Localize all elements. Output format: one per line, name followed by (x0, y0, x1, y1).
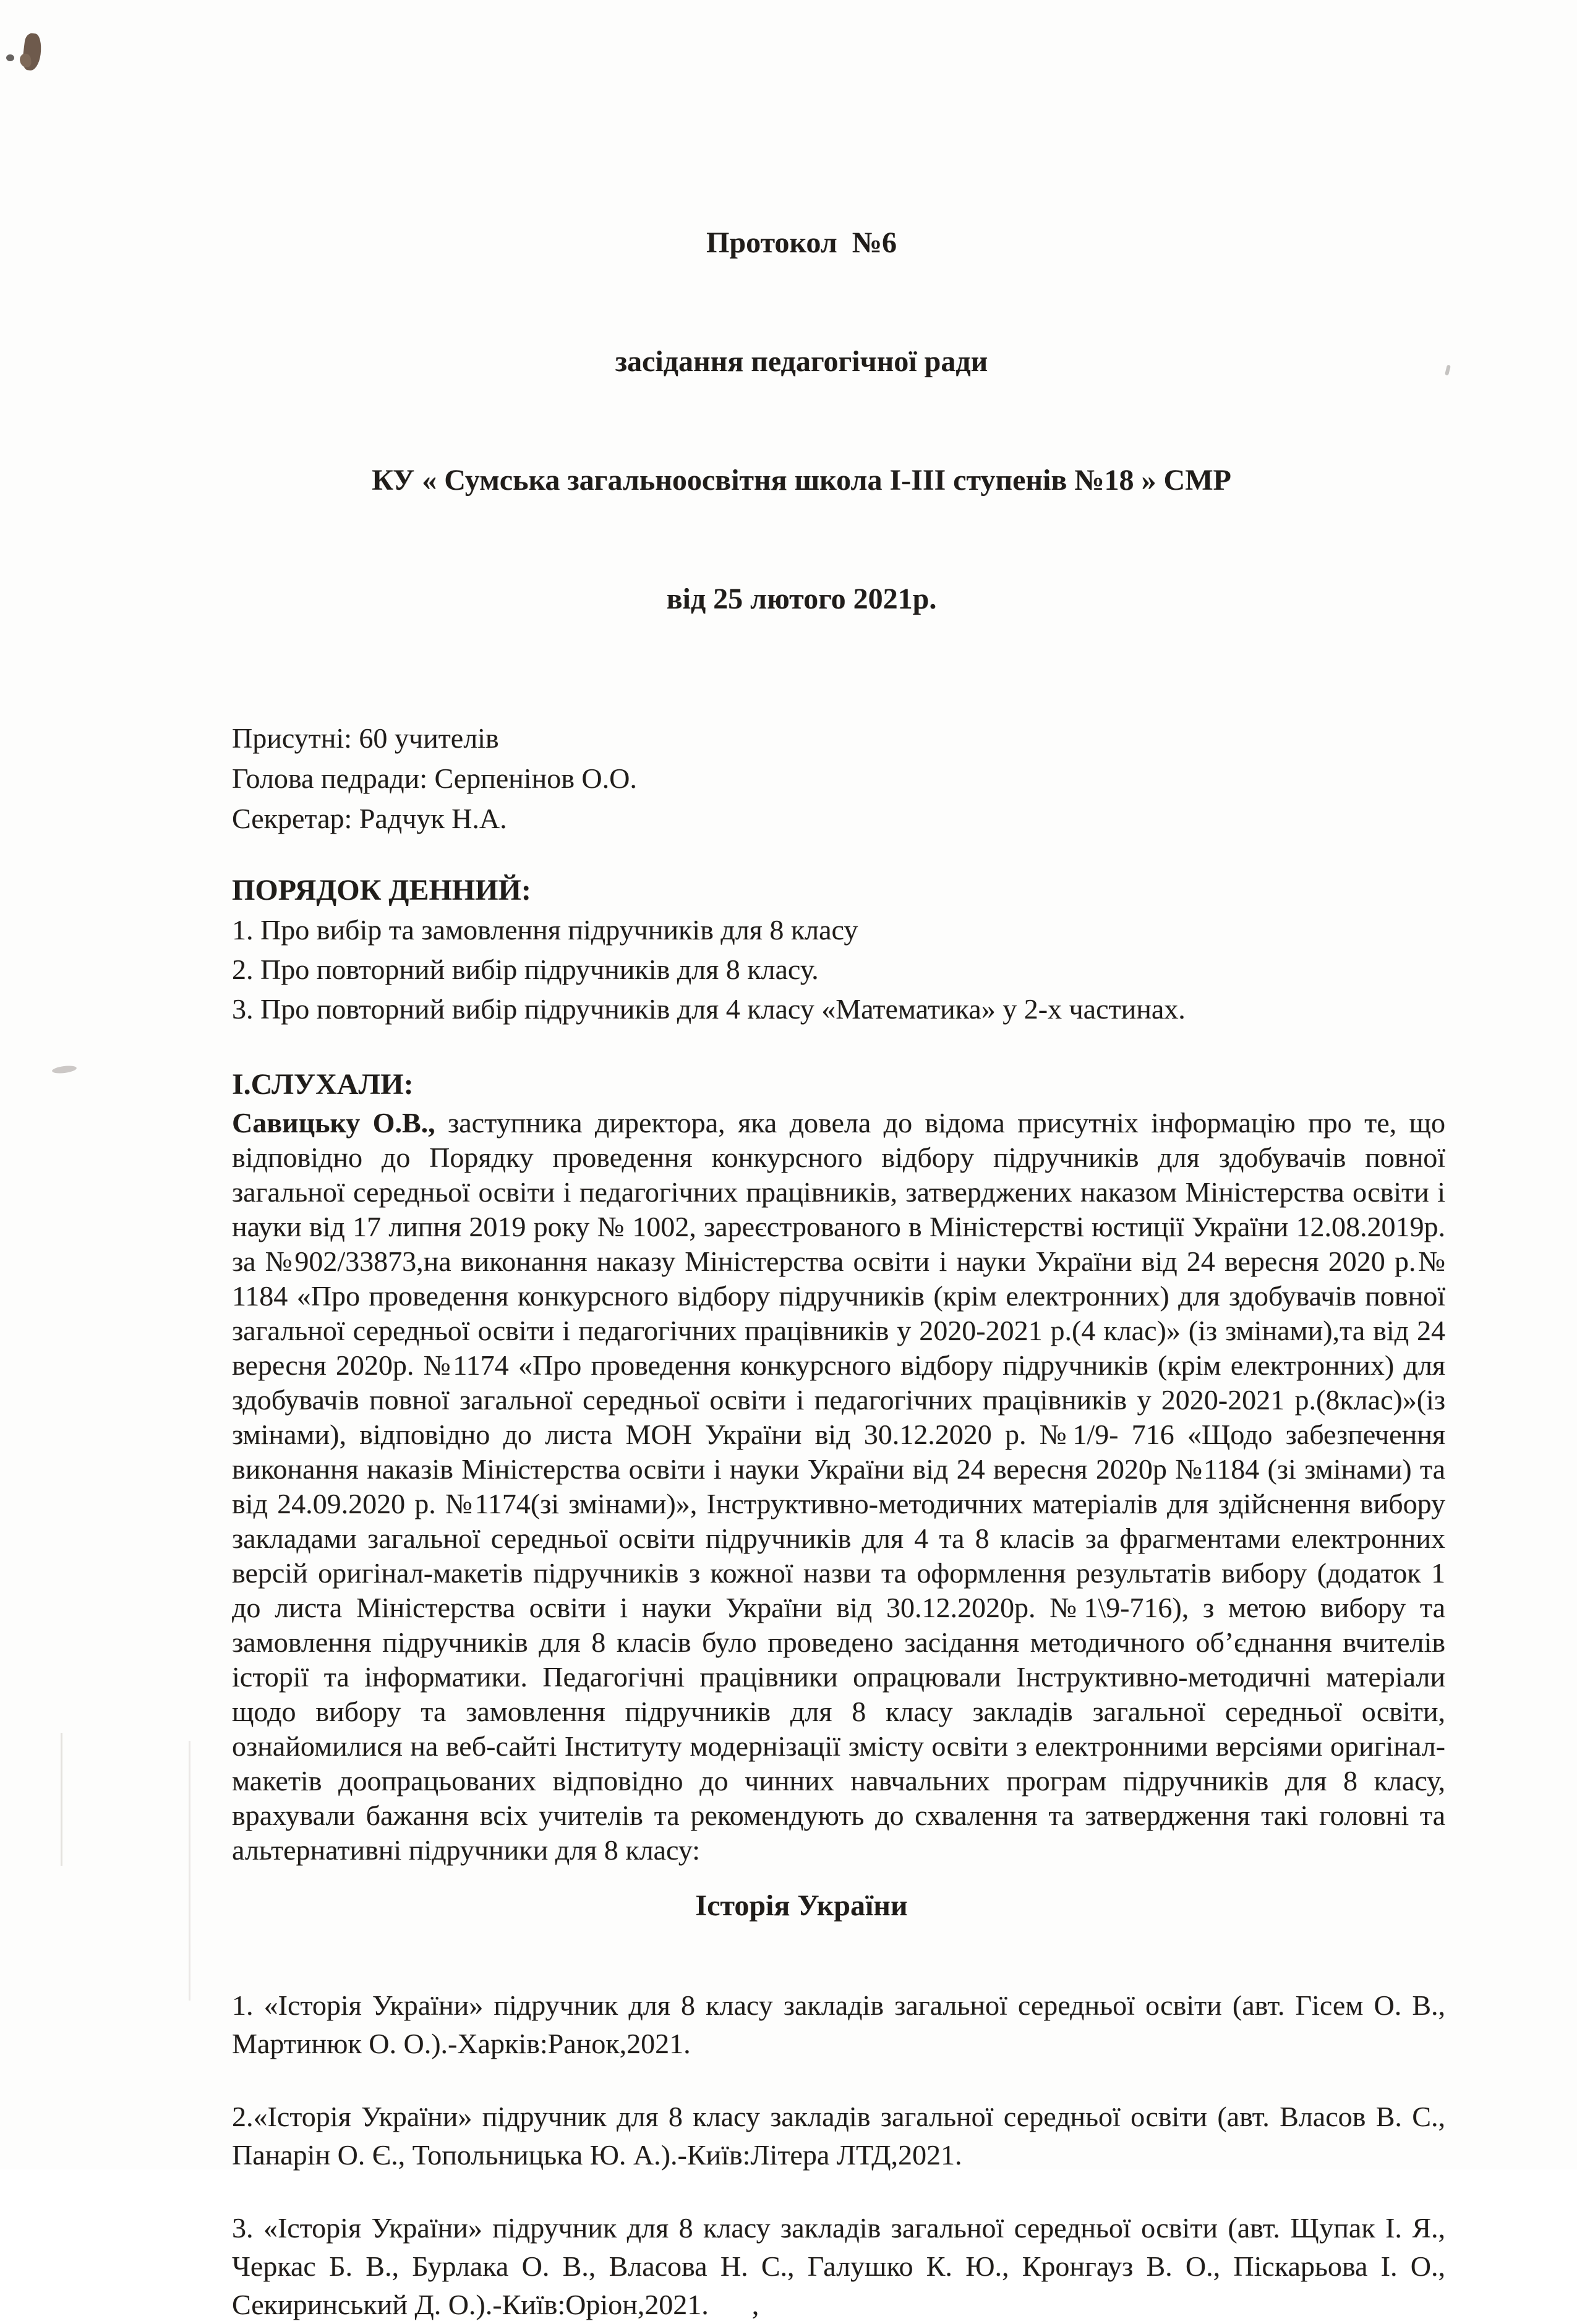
document-header (232, 144, 1371, 698)
book-entry-text: 3. «Історія України» підручник для 8 класу закладів загальної середньої освіти (авт. Щупак І. Я., Черкас Б. В., Бурлака О. В., Власова Н. С., Галушко К. Ю., Кронгауз В. О., Піскарьова І. О., Секиринський Д. О.).-Київ:Оріон,2021. (232, 2212, 1445, 2320)
scan-artifact-ink-dot (6, 54, 14, 61)
chair-line: Голова педради: Серпенінов О.О. (232, 763, 637, 794)
scan-artifact-tick (1445, 365, 1451, 376)
heard-paragraph (232, 1106, 1445, 1868)
speaker-name: Савицьку О.В., (232, 1107, 435, 1139)
agenda-item: 2. Про повторний вибір підручників для 8 класу. (232, 954, 819, 985)
agenda-item: 1. Про вибір та замовлення підручників для 8 класу (232, 914, 858, 946)
present-count-line: Присутні: 60 учителів (232, 722, 499, 754)
school-name: КУ « Сумська загальноосвітня школа І-ІІІ ступенів №18 » СМР (372, 464, 1231, 497)
history-section-heading: Історія України (695, 1889, 908, 1922)
agenda-item: 3. Про повторний вибір підручників для 4 класу «Математика» у 2-х частинах. (232, 993, 1186, 1025)
scan-artifact-streak-margin (189, 1741, 190, 2001)
protocol-date: від 25 лютого 2021р. (666, 583, 937, 615)
scan-artifact-streak-left (61, 1733, 62, 1866)
scan-artifact-ink-blob (21, 33, 43, 72)
scan-artifact-smudge (51, 1065, 77, 1075)
book-entry (232, 2209, 1445, 2324)
book-entry: 1. «Історія України» підручник для 8 класу закладів загальної середньої освіти (авт. Гісем О. В., Мартинюк О. О.).-Харків:Ранок,2021. (232, 1989, 1445, 2059)
protocol-title: Протокол №6 (706, 226, 897, 259)
heard-text: заступника директора, яка довела до відома присутніх інформацію про те, що відповідно до Порядку проведення конкурсного відбору підручників для здобувачів повної загальної середньої освіти і педагогічних працівників, затверджених наказом Міністерства освіти і науки від 17 липня 2019 року № 1002, зареєстрованого в Міністерстві юстиції України 12.08.2019р. за №902/33873,на виконання наказу Міністерства освіти і науки України від 24 вересня 2020 р.№ 1184 «Про проведення конкурсного відбору підручників (крім електронних) для здобувачів повної загальної середньої освіти і педагогічних працівників у 2020-2021 р.(4 клас)» (із змінами),та від 24 вересня 2020р. №1174 «Про проведення конкурсного відбору підручників (крім електронних) для здобувачів повної загальної середньої освіти і педагогічних працівників у 2020-2021 р.(8клас)»(із змінами), відповідно до листа МОН України від 30.12.2020 р. №1/9- 716 «Щодо забезпечення виконання наказів Міністерства освіти і науки України від 24 вересня 2020р №1184 (зі змінами) та від 24.09.2020 р. №1174(зі змінами)», Інструктивно-методичних матеріалів для здійснення вибору закладами загальної середньої освіти підручників для 4 та 8 класів за фрагментами електронних версій оригінал-макетів підручників з кожної назви та оформлення результатів вибору (додаток 1 до листа Міністерства освіти і науки України від 30.12.2020р. №1\9-716), з метою вибору та замовлення підручників для 8 класів було проведено засідання методичного об’єднання вчителів історії та інформатики. Педагогічні працівники опрацювали Інструктивно-методичні матеріали щодо вибору та замовлення підручників для 8 класу закладів загальної середньої освіти, ознайомилися на веб-сайті Інституту модернізації змісту освіти з електронними версіями оригінал-макетів доопрацьованих відповідно до чинних навчальних програм підручників для 8 класу, врахували бажання всіх учителів та рекомендують до схвалення та затвердження такі головні та альтернативні підручники для 8 класу: (232, 1107, 1445, 1866)
stray-comma-mark: , (751, 2289, 759, 2320)
heard-section (232, 1065, 1445, 1868)
agenda-block (232, 871, 1445, 1029)
meeting-subtitle: засідання педагогічної ради (615, 345, 988, 378)
secretary-line: Секретар: Радчук Н.А. (232, 803, 507, 834)
heard-heading: І.СЛУХАЛИ: (232, 1068, 414, 1101)
book-entry: 2.«Історія України» підручник для 8 класу закладів загальної середньої освіти (авт. Власов В. С., Панарін О. Є., Топольницька Ю. А.).-Київ:Літера ЛТД,2021. (232, 2101, 1445, 2171)
attendance-block (232, 718, 1445, 839)
agenda-heading: ПОРЯДОК ДЕННИЙ: (232, 874, 531, 907)
